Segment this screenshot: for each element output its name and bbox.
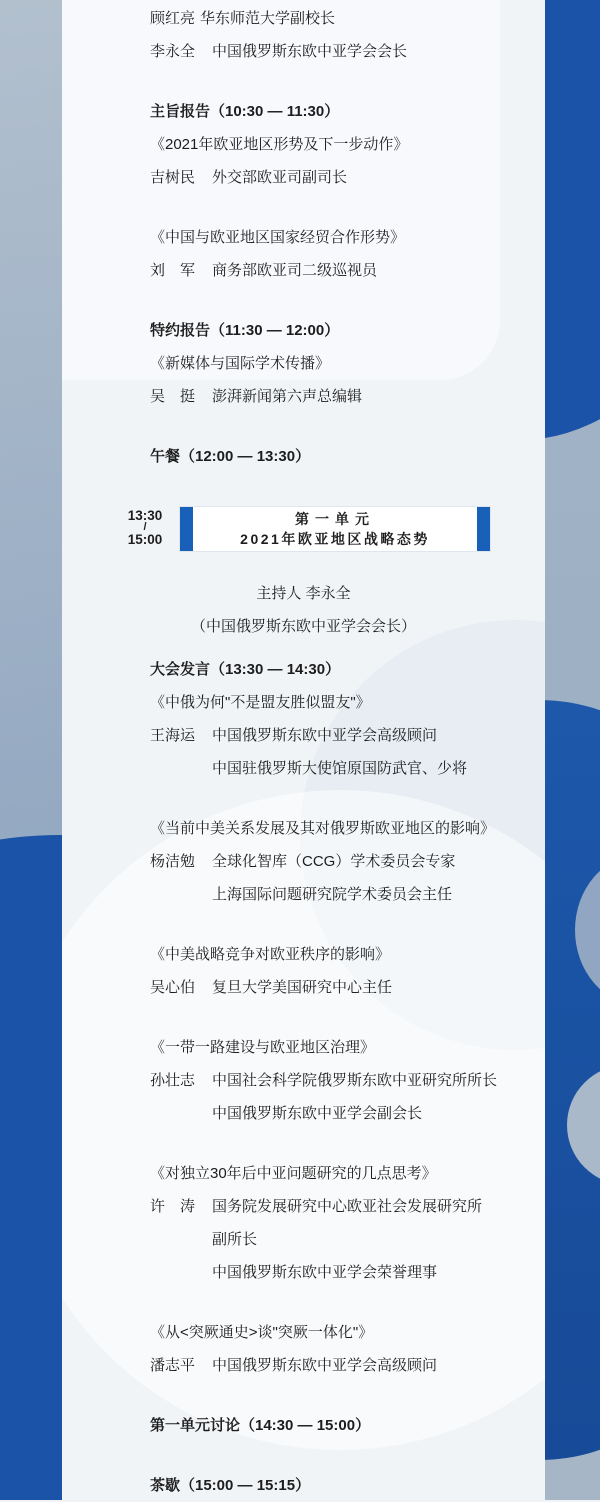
left-edge-strip — [0, 0, 62, 1500]
paper-title: 《中俄为何"不是盟友胜似盟友"》 — [150, 694, 371, 711]
speaker-title: 中国俄罗斯东欧中亚学会高级顾问 — [212, 727, 438, 744]
section-heading-lunch: 午餐（12:00 — 13:30） — [150, 448, 311, 465]
session-time-start: 13:30 — [127, 508, 163, 523]
session-time-separator: / — [143, 521, 147, 533]
paper-title: 《中美战略竞争对欧亚秩序的影响》 — [150, 946, 391, 963]
speaker-line — [150, 380, 545, 413]
speaker-title: 国务院发展研究中心欧亚社会发展研究所 — [212, 1198, 483, 1215]
speaker-line — [150, 1349, 545, 1382]
session-time-end: 15:00 — [127, 532, 163, 547]
speaker-title: 商务部欧亚司二级巡视员 — [212, 262, 378, 279]
speaker-name: 顾红亮 — [150, 10, 196, 27]
left-edge-blue-circle — [0, 835, 62, 1500]
speaker-title: 中国社会科学院俄罗斯东欧中亚研究所所长 — [212, 1072, 498, 1089]
speaker-name: 吴心伯 — [150, 979, 196, 996]
speaker-name: 王海运 — [150, 727, 196, 744]
section-heading-discussion: 第一单元讨论（14:30 — 15:00） — [150, 1417, 371, 1434]
speaker-line — [150, 719, 545, 752]
section-heading-keynote: 主旨报告（10:30 — 11:30） — [150, 103, 340, 120]
session-chair: 主持人 李永全 — [256, 585, 351, 602]
speaker-name: 吴 挺 — [150, 388, 196, 405]
paper-title: 《对独立30年后中亚问题研究的几点思考》 — [150, 1165, 437, 1182]
speaker-name: 杨洁勉 — [150, 853, 196, 870]
session-title-line1: 第一单元 — [295, 511, 375, 527]
banner-right-bar — [477, 507, 490, 551]
speaker-line — [150, 161, 545, 194]
right-edge-strip — [545, 0, 600, 1500]
speaker-name: 李永全 — [150, 43, 196, 60]
affiliation-continuation: 中国俄罗斯东欧中亚学会荣誉理事 — [212, 1264, 438, 1281]
section-heading-speeches: 大会发言（13:30 — 14:30） — [150, 661, 341, 678]
paper-title: 《2021年欧亚地区形势及下一步动作》 — [150, 136, 409, 153]
agenda-content — [62, 0, 545, 1502]
session-time — [116, 508, 174, 547]
session-title-line2: 2021年欧亚地区战略态势 — [240, 531, 430, 547]
speaker-line — [150, 971, 545, 1004]
affiliation-continuation: 中国驻俄罗斯大使馆原国防武官、少将 — [212, 760, 468, 777]
speaker-line — [150, 254, 545, 287]
affiliation-continuation: 上海国际问题研究院学术委员会主任 — [212, 886, 453, 903]
speaker-title: 澎湃新闻第六声总编辑 — [212, 388, 363, 405]
speaker-title: 外交部欧亚司副司长 — [212, 169, 348, 186]
paper-title: 《中国与欧亚地区国家经贸合作形势》 — [150, 229, 406, 246]
speaker-line — [150, 2, 545, 35]
speaker-name: 许 涛 — [150, 1198, 196, 1215]
speaker-name: 孙壮志 — [150, 1072, 196, 1089]
session-title-box — [180, 507, 490, 551]
session-title — [193, 507, 477, 551]
speaker-title: 复旦大学美国研究中心主任 — [212, 979, 393, 996]
paper-title: 《新媒体与国际学术传播》 — [150, 355, 331, 372]
speaker-title: 全球化智库（CCG）学术委员会专家 — [212, 853, 456, 870]
speaker-name: 潘志平 — [150, 1357, 196, 1374]
affiliation-continuation: 副所长 — [212, 1231, 258, 1248]
section-heading-tea-break: 茶歇（15:00 — 15:15） — [150, 1477, 311, 1494]
speaker-line — [150, 845, 545, 878]
session-chair-affiliation: （中国俄罗斯东欧中亚学会会长） — [190, 618, 416, 635]
banner-left-bar — [180, 507, 193, 551]
speaker-name: 刘 军 — [150, 262, 196, 279]
speaker-name: 吉树民 — [150, 169, 196, 186]
speaker-line — [150, 1190, 545, 1223]
session-banner — [127, 507, 545, 551]
speaker-line — [150, 35, 545, 68]
paper-title: 《一带一路建设与欧亚地区治理》 — [150, 1039, 376, 1056]
speaker-title: 华东师范大学副校长 — [200, 10, 336, 27]
speaker-title: 中国俄罗斯东欧中亚学会高级顾问 — [212, 1357, 438, 1374]
paper-title: 《从<突厥通史>谈"突厥一体化"》 — [150, 1324, 374, 1341]
section-heading-special-report: 特约报告（11:30 — 12:00） — [150, 322, 340, 339]
speaker-line — [150, 1064, 545, 1097]
affiliation-continuation: 中国俄罗斯东欧中亚学会副会长 — [212, 1105, 423, 1122]
right-edge-blue-top-circle — [545, 0, 600, 440]
speaker-title: 中国俄罗斯东欧中亚学会会长 — [212, 43, 408, 60]
paper-title: 《当前中美关系发展及其对俄罗斯欧亚地区的影响》 — [150, 820, 496, 837]
